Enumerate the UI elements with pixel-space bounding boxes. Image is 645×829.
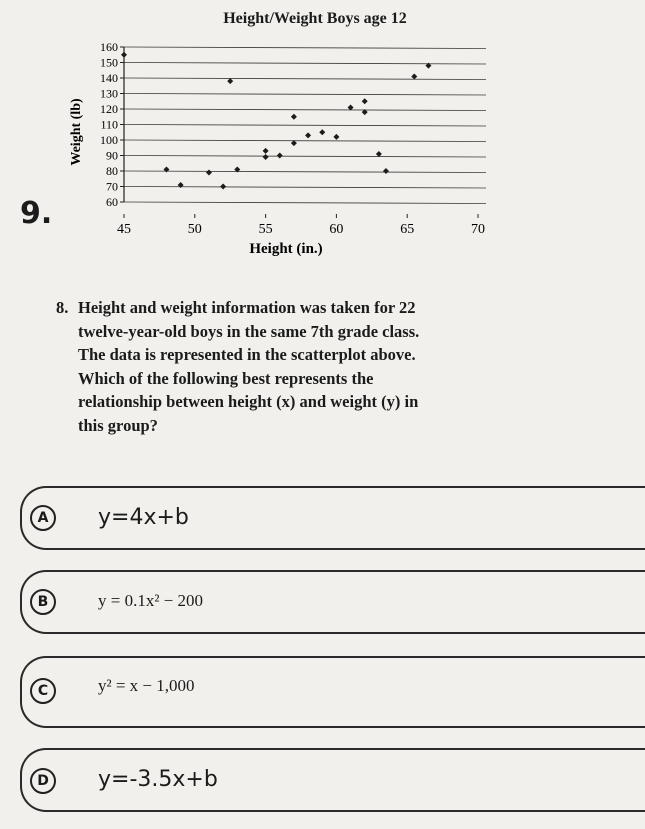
data-point [291,114,297,120]
data-point [383,168,389,174]
y-axis [100,40,124,209]
data-point [121,52,127,58]
prompt-line-6: this group? [78,415,158,435]
gridline [124,109,486,111]
x-axis-label: Height (in.) [249,241,323,257]
prompt-line-1: 8. Height and weight information was taken for 22 [78,296,508,320]
y-tick-label: 160 [100,40,118,54]
choice-letter-a: A [30,505,56,531]
x-tick-label: 65 [400,222,415,237]
data-point [263,148,269,154]
data-point [305,132,311,138]
data-point [362,98,368,104]
gridline [124,125,486,127]
scatter-chart [0,0,645,290]
gridline [124,140,486,142]
choice-c-expression: y² = x − 1,000 [98,676,195,695]
gridline [124,156,486,158]
gridline [124,78,486,80]
choice-b-expression: y = 0.1x² − 200 [98,591,204,610]
choice-d[interactable] [20,748,645,812]
choice-letter-c: C [30,678,56,704]
y-axis-label: Weight (lb) [69,98,84,166]
prompt-line-2: twelve-year-old boys in the same 7th grade class. [78,321,420,341]
gridline [124,187,486,189]
y-tick-label: 130 [100,86,118,101]
data-point [227,78,233,84]
prompt-line-5: relationship between height (x) and weight (y) in [78,392,419,411]
choice-d-expression: y=-3.5x+b [98,767,218,792]
x-tick-label: 60 [329,222,344,237]
y-tick-label: 100 [100,133,118,147]
gridline [124,63,486,65]
question-number: 9. [20,196,53,231]
gridline [124,202,486,204]
y-tick-label: 90 [106,148,118,163]
data-point [206,170,212,176]
y-tick-label: 70 [106,179,118,194]
y-tick-label: 150 [100,55,118,70]
prompt-line-4: Which of the following best represents the [78,368,374,388]
choice-letter-b: B [30,589,56,615]
data-point [376,151,382,157]
question-prompt [56,296,508,437]
data-point [319,129,325,135]
x-tick-label: 50 [187,222,202,237]
data-point [411,73,417,79]
gridline [124,47,486,49]
data-point [220,184,226,190]
x-tick-label: 45 [117,222,131,237]
data-points [121,52,431,190]
x-tick-label: 55 [258,222,273,237]
y-tick-label: 120 [100,102,118,116]
choice-c[interactable] [20,656,645,728]
gridline [124,171,486,173]
y-tick-label: 60 [106,195,118,209]
choice-a[interactable] [20,486,645,550]
chart-title: Height/Weight Boys age 12 [223,10,407,27]
choice-letter-d: D [30,768,56,794]
x-axis [117,214,485,237]
question-item-number: 8. [56,298,69,317]
prompt-line-3: The data is represented in the scatterplot above. [78,345,416,364]
gridline [124,94,486,96]
y-tick-label: 80 [106,164,118,178]
data-point [263,154,269,160]
y-tick-label: 110 [100,117,118,132]
choice-b[interactable] [20,570,645,634]
x-tick-label: 70 [471,222,485,237]
choice-a-expression: y=4x+b [98,505,189,530]
y-tick-label: 140 [100,71,118,85]
grid-lines [124,47,486,204]
data-point [277,153,283,159]
data-point [333,134,339,140]
